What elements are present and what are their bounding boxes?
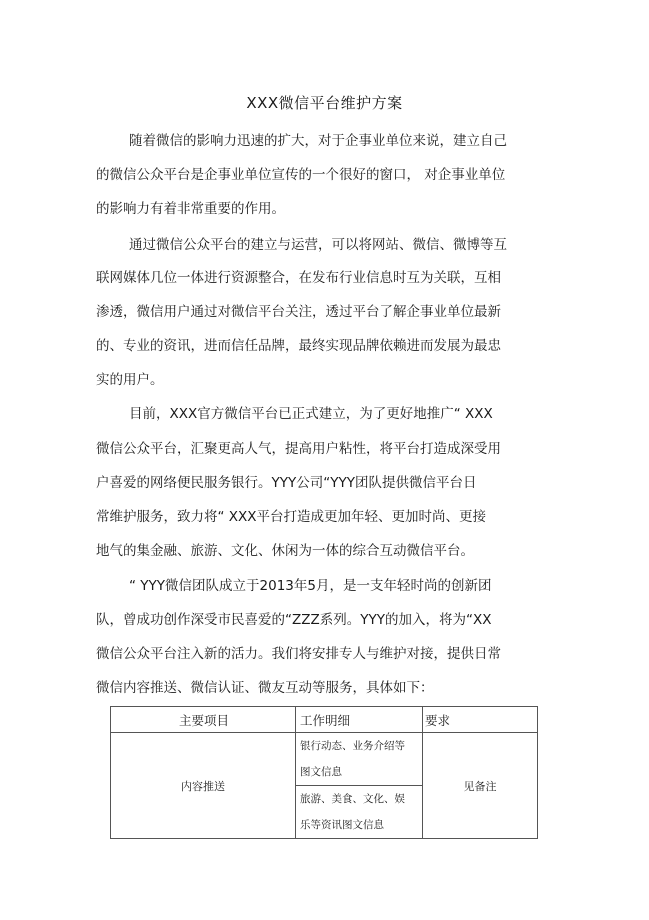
cell-detail-2 <box>296 786 423 839</box>
paragraph-4-line-2: 队，曾成功创作深受市民喜爱的“ZZZ系列。YYY的加入，将为“XX <box>96 612 492 628</box>
header-work-detail: 工作明细 <box>296 707 423 733</box>
paragraph-3-line-4: 常维护服务，致力将“ XXX平台打造成更加年轻、更加时尚、更接 <box>96 509 487 525</box>
cell-item-content-push: 内容推送 <box>111 733 296 839</box>
paragraph-4-line-1: “ YYY微信团队成立于2013年5月，是一支年轻时尚的创新团 <box>129 578 492 594</box>
paragraph-4-line-4: 微信内容推送、微信认证、微友互动等服务，具体如下： <box>96 680 434 696</box>
paragraph-4-line-3: 微信公众平台注入新的活力。我们将安排专人与维护对接，提供日常 <box>96 646 501 662</box>
cell-detail-1-line-2: 图文信息 <box>300 766 342 778</box>
paragraph-2-line-2: 联网媒体几位一体进行资源整合，在发布行业信息时互为关联，互相 <box>96 270 501 286</box>
paragraph-3-line-1: 目前，XXX官方微信平台已正式建立，为了更好地推广“ XXX <box>129 406 493 422</box>
paragraph-2-line-5: 实的用户。 <box>96 372 164 388</box>
paragraph-3-line-2: 微信公众平台，汇聚更高人气，提高用户粘性，将平台打造成深受用 <box>96 441 501 457</box>
paragraph-1-line-1: 随着微信的影响力迅速的扩大，对于企事业单位来说，建立自己 <box>129 133 507 149</box>
header-main-item: 主要项目 <box>111 707 296 733</box>
document-title: XXX微信平台维护方案 <box>246 94 403 112</box>
header-requirement: 要求 <box>423 707 538 733</box>
paragraph-2-line-3: 渗透，微信用户通过对微信平台关注，透过平台了解企事业单位最新 <box>96 304 501 320</box>
cell-detail-1-line-1: 银行动态、业务介绍等 <box>300 740 405 752</box>
paragraph-1-line-3: 的影响力有着非常重要的作用。 <box>96 201 285 217</box>
paragraph-3-line-5: 地气的集金融、旅游、文化、休闲为一体的综合互动微信平台。 <box>96 543 474 559</box>
paragraph-2-line-4: 的、专业的资讯，进而信任品牌，最终实现品牌依赖进而发展为最忠 <box>96 338 501 354</box>
cell-detail-1 <box>296 733 423 786</box>
paragraph-3-line-3: 户喜爱的网络便民服务银行。YYY公司“YYY团队提供微信平台日 <box>96 475 477 491</box>
paragraph-1-line-2: 的微信公众平台是企事业单位宣传的一个很好的窗口， 对企事业单位 <box>96 167 506 183</box>
table-header-row <box>111 707 538 733</box>
cell-requirement: 见备注 <box>423 733 538 839</box>
paragraph-2-line-1: 通过微信公众平台的建立与运营，可以将网站、微信、微博等互 <box>129 237 507 253</box>
table-row <box>111 733 538 786</box>
cell-detail-2-line-2: 乐等资讯图文信息 <box>300 819 384 831</box>
cell-detail-2-line-1: 旅游、美食、文化、娱 <box>300 793 405 805</box>
work-items-table <box>110 706 538 839</box>
